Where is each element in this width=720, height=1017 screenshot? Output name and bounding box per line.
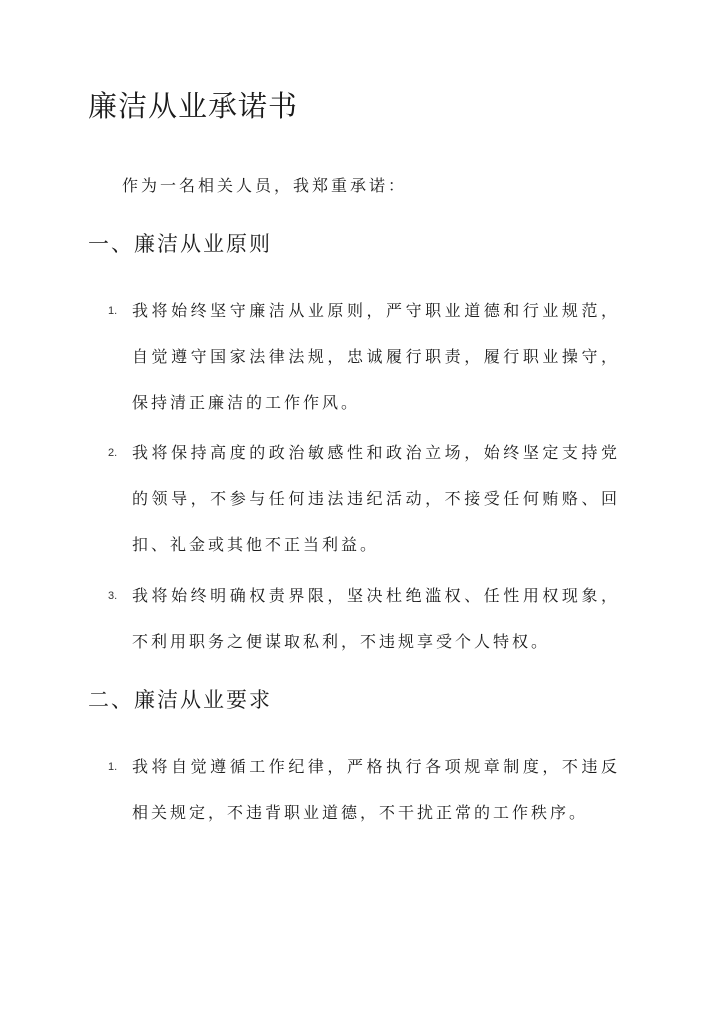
document-title: 廉洁从业承诺书 xyxy=(88,89,299,123)
list-item-text: 我将自觉遵循工作纪律，严格执行各项规章制度，不违反相关规定，不违背职业道德，不干扰正常的工作秩序。 xyxy=(132,757,620,822)
list-item xyxy=(108,430,620,568)
intro-paragraph: 作为一名相关人员，我郑重承诺： xyxy=(122,176,408,195)
list-item xyxy=(108,573,620,665)
list-item xyxy=(108,288,620,426)
list-item-number: 2. xyxy=(108,447,118,459)
section-heading-requirements: 二、廉洁从业要求 xyxy=(88,688,272,712)
list-item-text: 我将始终坚守廉洁从业原则，严守职业道德和行业规范，自觉遵守国家法律法规，忠诚履行职责，履行职业操守，保持清正廉洁的工作作风。 xyxy=(132,301,620,412)
list-item xyxy=(108,744,620,836)
list-item-number: 1. xyxy=(108,305,118,317)
list-item-text: 我将始终明确权责界限，坚决杜绝滥权、任性用权现象，不利用职务之便谋取私利，不违规享受个人特权。 xyxy=(132,586,620,651)
list-item-text: 我将保持高度的政治敏感性和政治立场，始终坚定支持党的领导，不参与任何违法违纪活动，不接受任何贿赂、回扣、礼金或其他不正当利益。 xyxy=(132,443,620,554)
list-item-number: 3. xyxy=(108,590,118,602)
section-heading-principles: 一、廉洁从业原则 xyxy=(88,232,272,256)
list-item-number: 1. xyxy=(108,761,118,773)
